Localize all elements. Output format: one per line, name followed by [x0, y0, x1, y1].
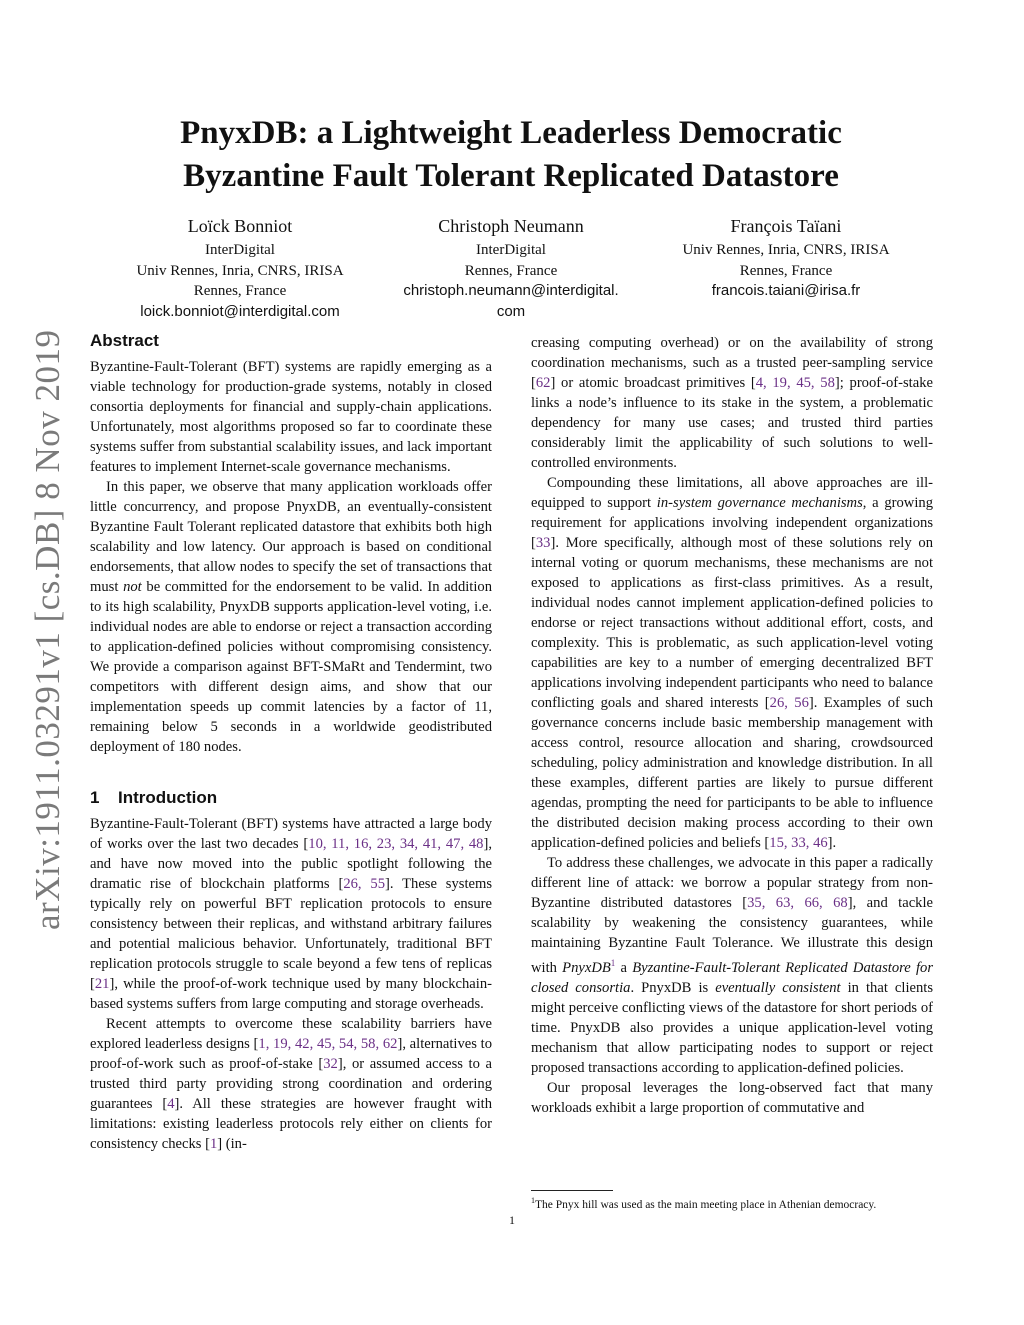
- author-1: [90, 213, 390, 322]
- author-email[interactable]: christoph.neumann@interdigital.: [403, 282, 619, 299]
- body-paragraph-continued: creasing computing overhead) or on the availability of strong coordination mechanisms, such as a trusted peer-sampling service [62] or atomic broadcast primitives [4, 19, 45, 58]; proof-of-stake links a node’s influence to its stake in the system, a problematic dependency for many use cases; and trusted third parties considerably limit the applicability of such solutions to well-controlled environments.: [531, 335, 933, 471]
- citation-link[interactable]: 4: [167, 1096, 175, 1112]
- citation-link[interactable]: 15, 33, 46: [769, 835, 828, 851]
- author-affiliation: Univ Rennes, Inria, CNRS, IRISA: [682, 242, 890, 258]
- page-number: 1: [509, 1213, 515, 1227]
- citation-link[interactable]: 10, 11, 16, 23, 34, 41, 47, 48: [308, 836, 484, 852]
- citation-link[interactable]: 4, 19, 45, 58: [755, 375, 835, 391]
- body-paragraph-approach: To address these challenges, we advocate in this paper a radically different line of attack: we borrow a popular strategy from non-Byzantine distributed datastores [35, 63, 66, 68], and tackle scalability by weakening the consistency guarantees, while maintaining Byzantine Fault Tolerance. We illustrate this design with PnyxDB$^1$ a Byzantine-Fault-Tolerant Replicated Datastore for closed consortia. PnyxDB is eventually consistent in that clients might perceive conflicting views of the datastore for short periods of time. PnyxDB also provides a unique application-level voting mechanism that allow participating nodes to support or reject proposed transactions according to application-defined policies.: [531, 855, 934, 1076]
- body-paragraph-governance: Compounding these limitations, all above approaches are ill-equipped to support in-system governance mechanisms, a growing requirement for applications involving independent organizations [33]. More specifically, although most of these solutions rely on internal voting or quorum mechanisms, these mechanisms are not exposed to applications as first-class primitives. As a result, individual nodes cannot implement application-defined policies to endorse or reject transactions without additional effort, costs, and complexity. This is problematic, as such application-level voting capabilities are key to a number of emerging decentralized BFT applications involving independent participants who need to balance conflicting goals and shared interests [26, 56]. Examples of such governance concerns include basic membership management with access control, resource allocation and sharing, crowdsourced scheduling, policy administration and knowledge distribution. In all these examples, different parties are likely to pursue different agendas, prompting the need for participants to be able to influence the distributed decision making process according to their own application-defined policies and beliefs [15, 33, 46].: [531, 475, 934, 851]
- citation-link[interactable]: 35, 63, 66, 68: [747, 895, 848, 911]
- title-line-1: PnyxDB: a Lightweight Leaderless Democratic: [180, 115, 842, 151]
- citation-link[interactable]: 1: [209, 1136, 218, 1152]
- title-line-2: Byzantine Fault Tolerant Replicated Datastore: [183, 158, 839, 194]
- author-2: [361, 213, 661, 322]
- citation-link[interactable]: 21: [94, 976, 110, 992]
- abstract-paragraph-2: In this paper, we observe that many application workloads offer little concurrency, and propose PnyxDB, an eventually-consistent Byzantine Fault Tolerant replicated datastore that exhibits both high scalability and low latency. Our approach is based on conditional endorsements, that allow nodes to specify the set of transactions that must not be committed for the endorsement to be valid. In addition to its high scalability, PnyxDB supports application-level voting, i.e. individual nodes are able to endorse or reject a transaction according to application-defined policies without compromising consistency. We provide a comparison against BFT-SMaRt and Tendermint, two competitors with different design aims, and show that our implementation speeds up commit latencies by a factor of 11, remaining below 5 seconds in a worldwide geodistributed deployment of 180 nodes.: [90, 479, 492, 755]
- citation-link[interactable]: 62: [535, 375, 551, 391]
- author-location: Rennes, France: [464, 262, 558, 279]
- author-affiliation: InterDigital: [476, 242, 546, 258]
- author-affiliation: Univ Rennes, Inria, CNRS, IRISA: [136, 262, 344, 279]
- citation-link[interactable]: 1, 19, 42, 45, 54, 58, 62: [258, 1036, 398, 1052]
- arxiv-stamp: arXiv:1911.03291v1 [cs.DB] 8 Nov 2019: [28, 329, 67, 930]
- author-email[interactable]: loick.bonniot@interdigital.com: [140, 302, 340, 320]
- abstract-heading: Abstract: [90, 331, 159, 350]
- author-email[interactable]: francois.taiani@irisa.fr: [711, 282, 861, 299]
- author-location: Rennes, France: [739, 262, 833, 279]
- author-name: Christoph Neumann: [438, 216, 584, 236]
- section-heading-introduction: 1 Introduction: [90, 788, 218, 807]
- footnote-rule: [531, 1190, 613, 1191]
- citation-link[interactable]: 33: [535, 535, 551, 551]
- citation-link[interactable]: 32: [323, 1056, 338, 1072]
- left-column: [90, 330, 492, 1154]
- intro-paragraph-1: Byzantine-Fault-Tolerant (BFT) systems have attracted a large body of works over the last two decades [10, 11, 16, 23, 34, 41, 47, 48], and have now moved into the public spotlight following the dramatic rise of blockchain platforms [26, 55]. These systems typically rely on powerful BFT replication protocols to ensure consistency between their replicas, and withstand arbitrary failures and potential malicious behavior. Unfortunately, traditional BFT replication protocols struggle to scale beyond a few tens of replicas [21], while the proof-of-work technique used by many blockchain-based systems suffers from large computing and storage overheads.: [90, 816, 493, 1012]
- footnote-marker[interactable]: 1: [610, 958, 616, 968]
- abstract-paragraph-1: Byzantine-Fault-Tolerant (BFT) systems are rapidly emerging as a viable technology for production-grade systems, notably in closed consortia deployments for financial and supply-chain applications. Unfortunately, most algorithms proposed so far to coordinate these systems suffer from substantial scalability issues, and lack important features to implement Internet-scale governance mechanisms.: [90, 359, 492, 475]
- citation-link[interactable]: 26, 55: [343, 876, 386, 892]
- author-email-continued[interactable]: com: [496, 302, 526, 320]
- intro-paragraph-2: Recent attempts to overcome these scalability barriers have explored leaderless designs [1, 19, 42, 45, 54, 58, 62], alternatives to proof-of-work such as proof-of-stake [32], or assumed access to a trusted third party providing strong coordination and ordering guarantees [4]. All these strategies are however fraught with limitations: existing leaderless protocols rely either on clients for consistency checks [1] (in-: [90, 1016, 493, 1152]
- right-column: [531, 333, 933, 1118]
- author-affiliation: InterDigital: [205, 242, 275, 258]
- author-3: [636, 213, 936, 302]
- author-location: Rennes, France: [193, 283, 287, 299]
- author-name: Loïck Bonniot: [187, 216, 293, 236]
- body-paragraph-proposal: Our proposal leverages the long-observed fact that many workloads exhibit a large proportion of commutative and: [531, 1079, 933, 1116]
- footnote: $^1$The Pnyx hill was used as the main meeting place in Athenian democracy.: [531, 1196, 877, 1211]
- author-name: François Taïani: [730, 216, 842, 236]
- paper-title: [100, 112, 922, 198]
- citation-link[interactable]: 26, 56: [769, 695, 809, 711]
